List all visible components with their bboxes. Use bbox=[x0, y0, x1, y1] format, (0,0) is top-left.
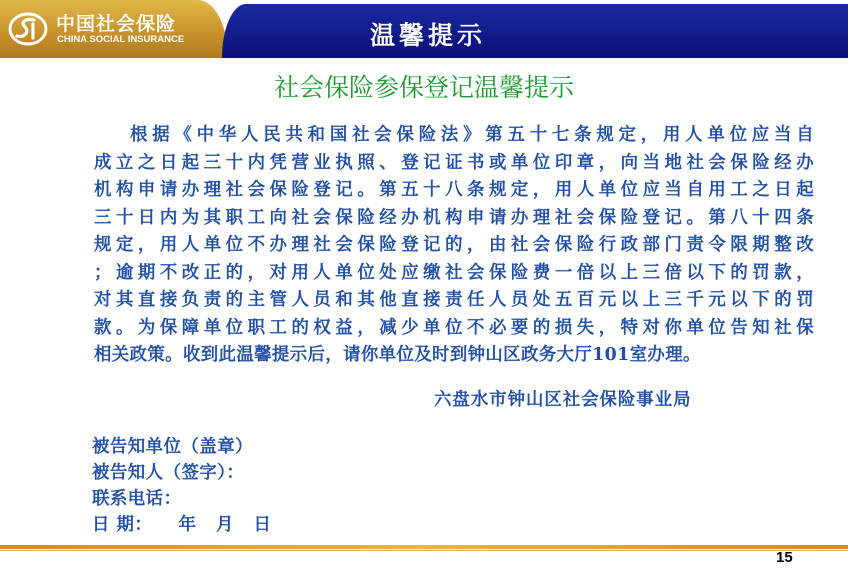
slide-title: 温馨提示 bbox=[370, 21, 487, 50]
page-number: 15 bbox=[776, 549, 793, 566]
notified-unit-field: 被告知单位（盖章） bbox=[92, 437, 254, 457]
acknowledgement-fields bbox=[92, 434, 271, 538]
body-line: 成立之日起三十内凭营业执照、登记证书或单位印章，向当地社会保险经办 bbox=[94, 152, 814, 173]
title-bar bbox=[222, 4, 848, 58]
body-line: 款。为保障单位职工的权益，减少单位不必要的损失，特对你单位告知社保 bbox=[94, 317, 814, 338]
footer-divider-thin bbox=[0, 550, 848, 551]
slide-header bbox=[0, 0, 848, 58]
date-field: 日 期： 年 月 日 bbox=[92, 515, 272, 535]
body-line: 三十日内为其职工向社会保险经办机构申请办理社会保险登记。第八十四条 bbox=[94, 207, 814, 228]
body-line: 机构申请办理社会保险登记。第五十八条规定，用人单位应当自用工之日起 bbox=[94, 180, 814, 200]
logo-english-text: CHINA SOCIAL INSURANCE bbox=[57, 34, 185, 45]
body-line: 相关政策。收到此温馨提示后，请你单位及时到钟山区政务大厅101室办理。 bbox=[94, 345, 701, 365]
logo-chinese-text: 中国社会保险 bbox=[56, 13, 177, 35]
footer-divider bbox=[0, 545, 848, 549]
body-line: ；逾期不改正的，对用人单位处应缴社会保险费一倍以上三倍以下的罚款， bbox=[94, 262, 814, 283]
phone-field: 联系电话： bbox=[92, 489, 182, 509]
body-line: 根据《中华人民共和国社会保险法》第五十七条规定，用人单位应当自 bbox=[130, 125, 814, 145]
notified-person-field: 被告知人（签字）： bbox=[92, 463, 245, 483]
social-insurance-logo-icon bbox=[8, 12, 48, 46]
logo-panel bbox=[0, 0, 228, 58]
notice-body bbox=[94, 122, 814, 370]
notice-heading: 社会保险参保登记温馨提示 bbox=[273, 73, 574, 102]
body-line: 规定，用人单位不办理社会保险登记的，由社会保险行政部门责令限期整改 bbox=[94, 235, 814, 255]
issuer-signature: 六盘水市钟山区社会保险事业局 bbox=[434, 390, 692, 410]
body-line: 对其直接负责的主管人员和其他直接责任人员处五百元以上三千元以下的罚 bbox=[94, 290, 814, 310]
